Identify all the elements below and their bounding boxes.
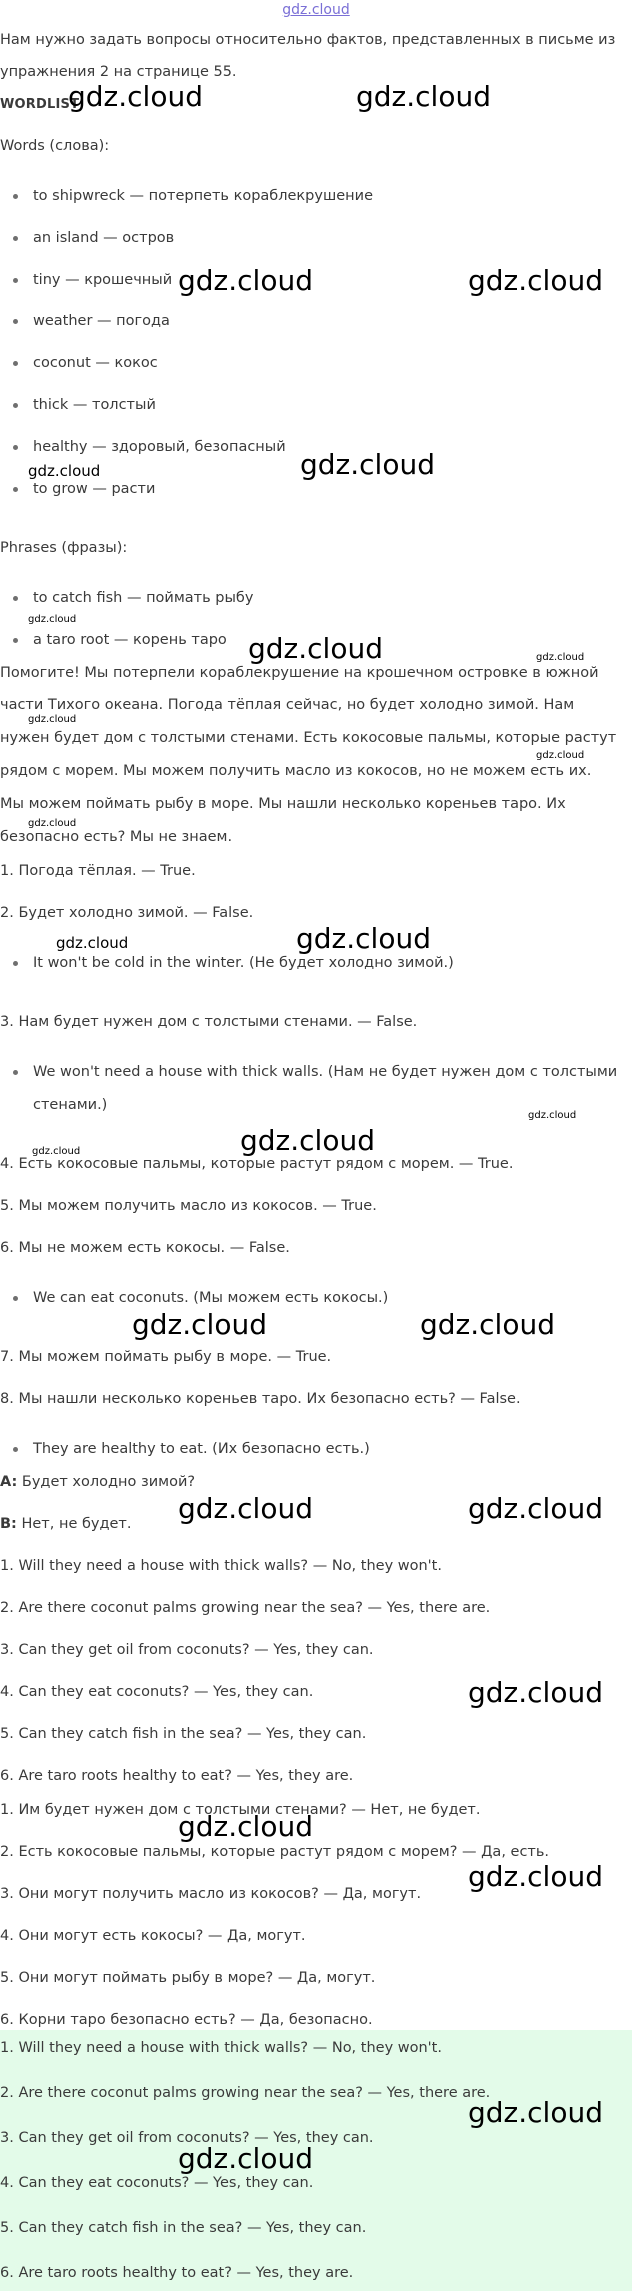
dialogue-b: B: Нет, не будет. bbox=[0, 1516, 132, 1532]
bullet bbox=[13, 1296, 18, 1301]
phrases-heading: Phrases (фразы): bbox=[0, 540, 128, 556]
phrase-item: a taro root — корень таро bbox=[33, 632, 227, 648]
phrase-item: to catch fish — поймать рыбу bbox=[33, 590, 253, 606]
statement-note: It won't be cold in the winter. (Не будет холодно зимой.) bbox=[33, 955, 454, 971]
watermark: gdz.cloud bbox=[178, 1810, 313, 1843]
statement: 1. Погода тёплая. — True. bbox=[0, 863, 196, 879]
watermark: gdz.cloud bbox=[248, 632, 383, 665]
watermark: gdz.cloud bbox=[178, 2142, 313, 2175]
watermark: gdz.cloud bbox=[356, 80, 491, 113]
word-item: tiny — крошечный bbox=[33, 272, 172, 288]
wordlist-title: WORDLIST bbox=[0, 97, 80, 112]
watermark: gdz.cloud bbox=[468, 1492, 603, 1525]
statement-note: We can eat coconuts. (Мы можем есть кокосы.) bbox=[33, 1290, 388, 1306]
translation-line: нужен будет дом с толстыми стенами. Есть кокосовые пальмы, которые растут bbox=[0, 730, 617, 746]
statement-note-cont: стенами.) bbox=[33, 1097, 108, 1113]
watermark: gdz.cloud bbox=[178, 1492, 313, 1525]
statement: 4. Есть кокосовые пальмы, которые растут рядом с морем. — True. bbox=[0, 1156, 514, 1172]
translation-line: Помогите! Мы потерпели кораблекрушение на крошечном островке в южной bbox=[0, 665, 599, 681]
watermark: gdz.cloud bbox=[28, 714, 77, 725]
word-item: coconut — кокос bbox=[33, 355, 158, 371]
word-item: weather — погода bbox=[33, 313, 170, 329]
watermark: gdz.cloud bbox=[28, 462, 101, 480]
word-item: an island — остров bbox=[33, 230, 174, 246]
dialogue-a: A: Будет холодно зимой? bbox=[0, 1474, 196, 1490]
watermark: gdz.cloud bbox=[68, 80, 203, 113]
intro-line-2: упражнения 2 на странице 55. bbox=[0, 64, 237, 80]
question-ru: 5. Они могут поймать рыбу в море? — Да, могут. bbox=[0, 1970, 376, 1986]
statement-note: They are healthy to eat. (Их безопасно есть.) bbox=[33, 1441, 370, 1457]
answer-final: 2. Are there coconut palms growing near the sea? — Yes, there are. bbox=[0, 2085, 491, 2101]
watermark: gdz.cloud bbox=[536, 652, 585, 663]
statement-note: We won't need a house with thick walls. (Нам не будет нужен дом с толстыми bbox=[33, 1064, 617, 1080]
bullet bbox=[13, 278, 18, 283]
statement: 5. Мы можем получить масло из кокосов. — True. bbox=[0, 1198, 377, 1214]
question-en: 4. Can they eat coconuts? — Yes, they can. bbox=[0, 1684, 314, 1700]
bullet bbox=[13, 403, 18, 408]
watermark: gdz.cloud bbox=[132, 1308, 267, 1341]
watermark: gdz.cloud bbox=[468, 2096, 603, 2129]
watermark: gdz.cloud bbox=[468, 1676, 603, 1709]
answer-final: 4. Can they eat coconuts? — Yes, they can. bbox=[0, 2175, 314, 2191]
word-item: to shipwreck — потерпеть кораблекрушение bbox=[33, 188, 373, 204]
question-ru: 1. Им будет нужен дом с толстыми стенами? — Нет, не будет. bbox=[0, 1802, 481, 1818]
watermark: gdz.cloud bbox=[300, 448, 435, 481]
answer-final: 6. Are taro roots healthy to eat? — Yes, they are. bbox=[0, 2265, 354, 2281]
question-ru: 3. Они могут получить масло из кокосов? — Да, могут. bbox=[0, 1886, 422, 1902]
watermark: gdz.cloud bbox=[528, 1110, 577, 1121]
watermark: gdz.cloud bbox=[32, 1146, 81, 1157]
bullet bbox=[13, 487, 18, 492]
watermark: gdz.cloud bbox=[296, 922, 431, 955]
question-en: 1. Will they need a house with thick walls? — No, they won't. bbox=[0, 1558, 442, 1574]
word-item: thick — толстый bbox=[33, 397, 156, 413]
bullet bbox=[13, 961, 18, 966]
bullet bbox=[13, 361, 18, 366]
question-ru: 4. Они могут есть кокосы? — Да, могут. bbox=[0, 1928, 306, 1944]
statement: 7. Мы можем поймать рыбу в море. — True. bbox=[0, 1349, 332, 1365]
statement: 2. Будет холодно зимой. — False. bbox=[0, 905, 254, 921]
watermark: gdz.cloud bbox=[28, 614, 77, 625]
bullet bbox=[13, 596, 18, 601]
watermark: gdz.cloud bbox=[420, 1308, 555, 1341]
watermark: gdz.cloud bbox=[468, 264, 603, 297]
intro-line-1: Нам нужно задать вопросы относительно фактов, представленных в письме из bbox=[0, 32, 616, 48]
bullet bbox=[13, 445, 18, 450]
site-link[interactable]: gdz.cloud bbox=[282, 2, 350, 18]
question-en: 6. Are taro roots healthy to eat? — Yes, they are. bbox=[0, 1768, 354, 1784]
watermark: gdz.cloud bbox=[56, 934, 129, 952]
answer-highlight bbox=[0, 2030, 632, 2291]
question-ru: 2. Есть кокосовые пальмы, которые растут рядом с морем? — Да, есть. bbox=[0, 1844, 550, 1860]
translation-line: части Тихого океана. Погода тёплая сейчас, но будет холодно зимой. Нам bbox=[0, 697, 575, 713]
word-item: healthy — здоровый, безопасный bbox=[33, 439, 286, 455]
watermark: gdz.cloud bbox=[468, 1860, 603, 1893]
watermark: gdz.cloud bbox=[240, 1124, 375, 1157]
question-en: 3. Can they get oil from coconuts? — Yes, they can. bbox=[0, 1642, 374, 1658]
statement: 3. Нам будет нужен дом с толстыми стенами. — False. bbox=[0, 1014, 418, 1030]
bullet bbox=[13, 194, 18, 199]
watermark: gdz.cloud bbox=[178, 264, 313, 297]
answer-final: 3. Can they get oil from coconuts? — Yes, they can. bbox=[0, 2130, 374, 2146]
watermark: gdz.cloud bbox=[536, 750, 585, 761]
translation-line: безопасно есть? Мы не знаем. bbox=[0, 829, 233, 845]
watermark: gdz.cloud bbox=[28, 818, 77, 829]
words-heading: Words (слова): bbox=[0, 138, 110, 154]
translation-line: Мы можем поймать рыбу в море. Мы нашли несколько кореньев таро. Их bbox=[0, 796, 566, 812]
question-en: 5. Can they catch fish in the sea? — Yes, they can. bbox=[0, 1726, 367, 1742]
statement: 6. Мы не можем есть кокосы. — False. bbox=[0, 1240, 290, 1256]
answer-final: 5. Can they catch fish in the sea? — Yes, they can. bbox=[0, 2220, 367, 2236]
bullet bbox=[13, 319, 18, 324]
translation-line: рядом с морем. Мы можем получить масло из кокосов, но не можем есть их. bbox=[0, 763, 592, 779]
statement: 8. Мы нашли несколько кореньев таро. Их безопасно есть? — False. bbox=[0, 1391, 521, 1407]
word-item: to grow — расти bbox=[33, 481, 155, 497]
question-ru: 6. Корни таро безопасно есть? — Да, безопасно. bbox=[0, 2012, 373, 2028]
bullet bbox=[13, 236, 18, 241]
bullet bbox=[13, 1070, 18, 1075]
question-en: 2. Are there coconut palms growing near the sea? — Yes, there are. bbox=[0, 1600, 491, 1616]
bullet bbox=[13, 638, 18, 643]
answer-final: 1. Will they need a house with thick walls? — No, they won't. bbox=[0, 2040, 442, 2056]
bullet bbox=[13, 1447, 18, 1452]
